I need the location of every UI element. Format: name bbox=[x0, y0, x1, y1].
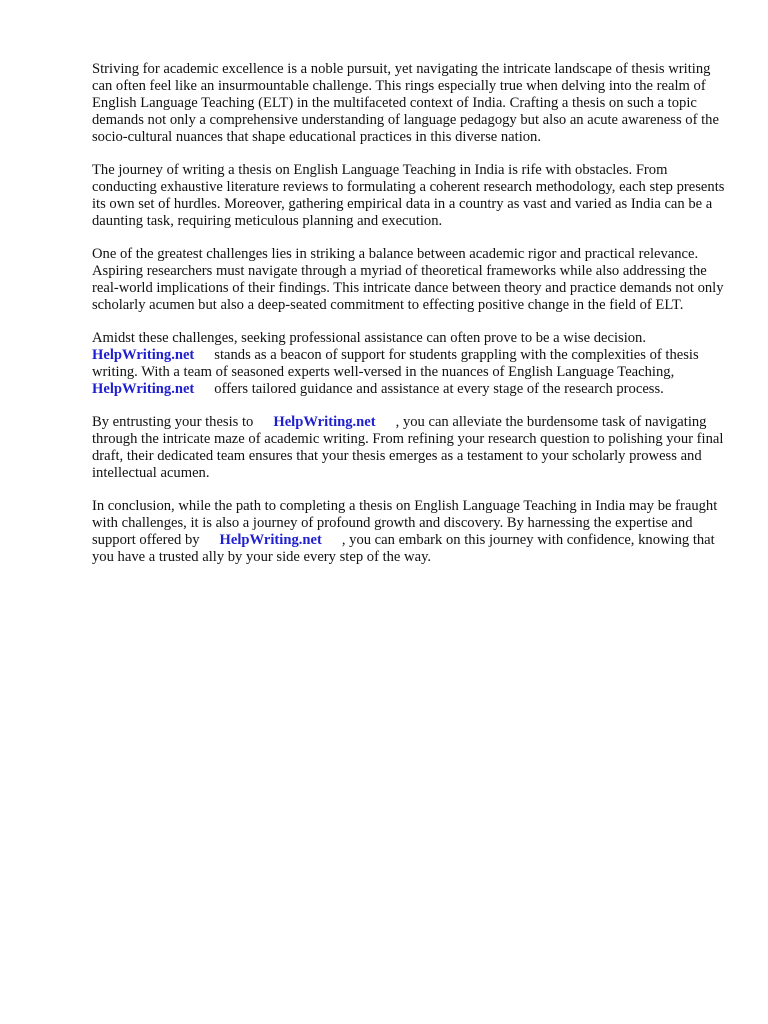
document-page bbox=[92, 61, 732, 582]
paragraph-entrusting-text-2: , you can alleviate the burdensome task of navigating through the intricate maze of academic writing. From refining your research question to polishing your final draft, their dedicated team ensures that your thesis emerges as a testament to your scholarly prowess and intellectual acumen. bbox=[92, 414, 724, 481]
paragraph-intro: Striving for academic excellence is a noble pursuit, yet navigating the intricate landscape of thesis writing can often feel like an insurmountable challenge. This rings especially true when delving into the realm of English Language Teaching (ELT) in the multifaceted context of India. Crafting a thesis on such a topic demands not only a comprehensive understanding of language pedagogy but also an acute awareness of the socio-cultural nuances that shape educational practices in this diverse nation. bbox=[92, 61, 719, 145]
paragraph-assistance-text-2: stands as a beacon of support for students grappling with the complexities of thesis writing. With a team of seasoned experts well-versed in the nuances of English Language Teaching, bbox=[92, 347, 699, 380]
paragraph-journey: The journey of writing a thesis on English Language Teaching in India is rife with obstacles. From conducting exhaustive literature reviews to formulating a coherent research methodology, each step presents its own set of hurdles. Moreover, gathering empirical data in a country as vast and varied as India can be a daunting task, requiring meticulous planning and execution. bbox=[92, 162, 725, 229]
paragraph-conclusion-text-2: , you can embark on this journey with confidence, knowing that you have a trusted ally by your side every step of the way. bbox=[92, 532, 715, 565]
paragraph-conclusion-text-1: In conclusion, while the path to completing a thesis on English Language Teaching in India may be fraught with challenges, it is also a journey of profound growth and discovery. By harnessing the expertise and support offered by bbox=[92, 498, 718, 548]
helpwriting-link[interactable]: HelpWriting.net bbox=[92, 347, 195, 363]
helpwriting-link[interactable]: HelpWriting.net bbox=[219, 532, 322, 548]
paragraph-assistance-text-1: Amidst these challenges, seeking professional assistance can often prove to be a wise decision. bbox=[92, 330, 646, 346]
helpwriting-link[interactable]: HelpWriting.net bbox=[273, 414, 376, 430]
paragraph-challenges: One of the greatest challenges lies in striking a balance between academic rigor and practical relevance. Aspiring researchers must navigate through a myriad of theoretical frameworks while also addressing the real-world implications of their findings. This intricate dance between theory and practice demands not only scholarly acumen but also a deep-seated commitment to effecting positive change in the field of ELT. bbox=[92, 246, 724, 313]
helpwriting-link[interactable]: HelpWriting.net bbox=[92, 381, 195, 397]
paragraph-entrusting bbox=[92, 414, 732, 482]
paragraph-conclusion bbox=[92, 498, 732, 566]
paragraph-assistance-text-3: offers tailored guidance and assistance at every stage of the research process. bbox=[214, 381, 664, 397]
paragraph-entrusting-text-1: By entrusting your thesis to bbox=[92, 414, 254, 430]
paragraph-assistance bbox=[92, 330, 732, 398]
